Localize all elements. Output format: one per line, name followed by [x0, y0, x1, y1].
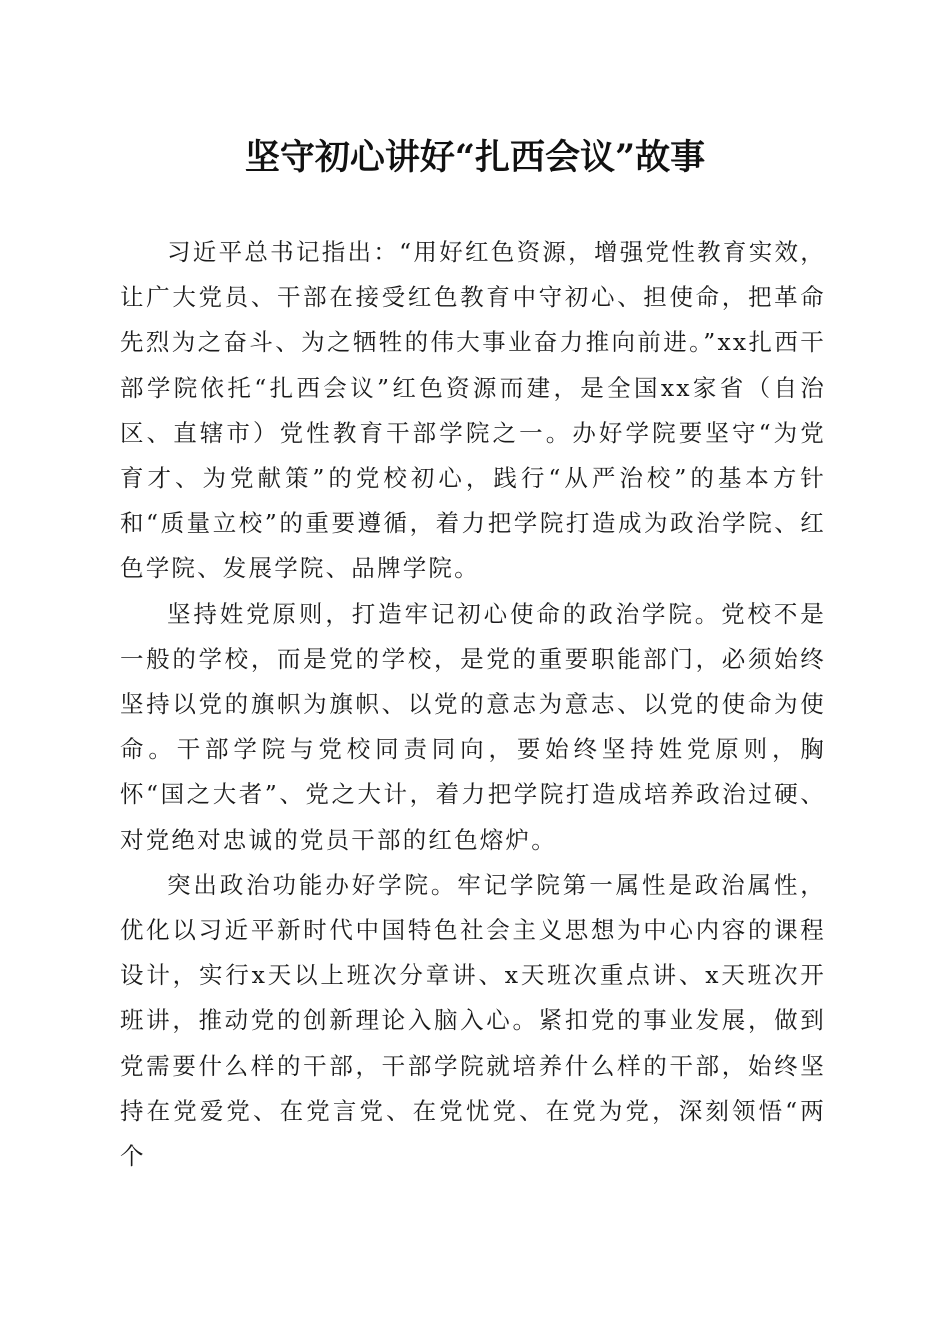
paragraph-1: 习近平总书记指出：“用好红色资源，增强党性教育实效，让广大党员、干部在接受红色教育中守初心、担使命，把革命先烈为之奋斗、为之牺牲的伟大事业奋力推向前进。”xx扎西干部学院依托“扎西会议”红色资源而建，是全国xx家省（自治区、直辖市）党性教育干部学院之一。办好学院要坚守“为党育才、为党献策”的党校初心，践行“从严治校”的基本方针和“质量立校”的重要遵循，着力把学院打造成为政治学院、红色学院、发展学院、品牌学院。 [120, 238, 826, 583]
document-body [120, 230, 826, 1179]
paragraph-2: 坚持姓党原则，打造牢记初心使命的政治学院。党校不是一般的学校，而是党的学校，是党的重要职能部门，必须始终坚持以党的旗帜为旗帜、以党的意志为意志、以党的使命为使命。干部学院与党校同责同向，要始终坚持姓党原则，胸怀“国之大者”、党之大计，着力把学院打造成培养政治过硬、对党绝对忠诚的党员干部的红色熔炉。 [120, 599, 826, 854]
paragraph-3: 突出政治功能办好学院。牢记学院第一属性是政治属性，优化以习近平新时代中国特色社会主义思想为中心内容的课程设计，实行x天以上班次分章讲、x天班次重点讲、x天班次开班讲，推动党的创新理论入脑入心。紧扣党的事业发展，做到党需要什么样的干部，干部学院就培养什么样的干部，始终坚持在党爱党、在党言党、在党忧党、在党为党，深刻领悟“两个 [120, 870, 826, 1171]
document-title: 坚守初心讲好“扎西会议”故事 [244, 137, 706, 178]
